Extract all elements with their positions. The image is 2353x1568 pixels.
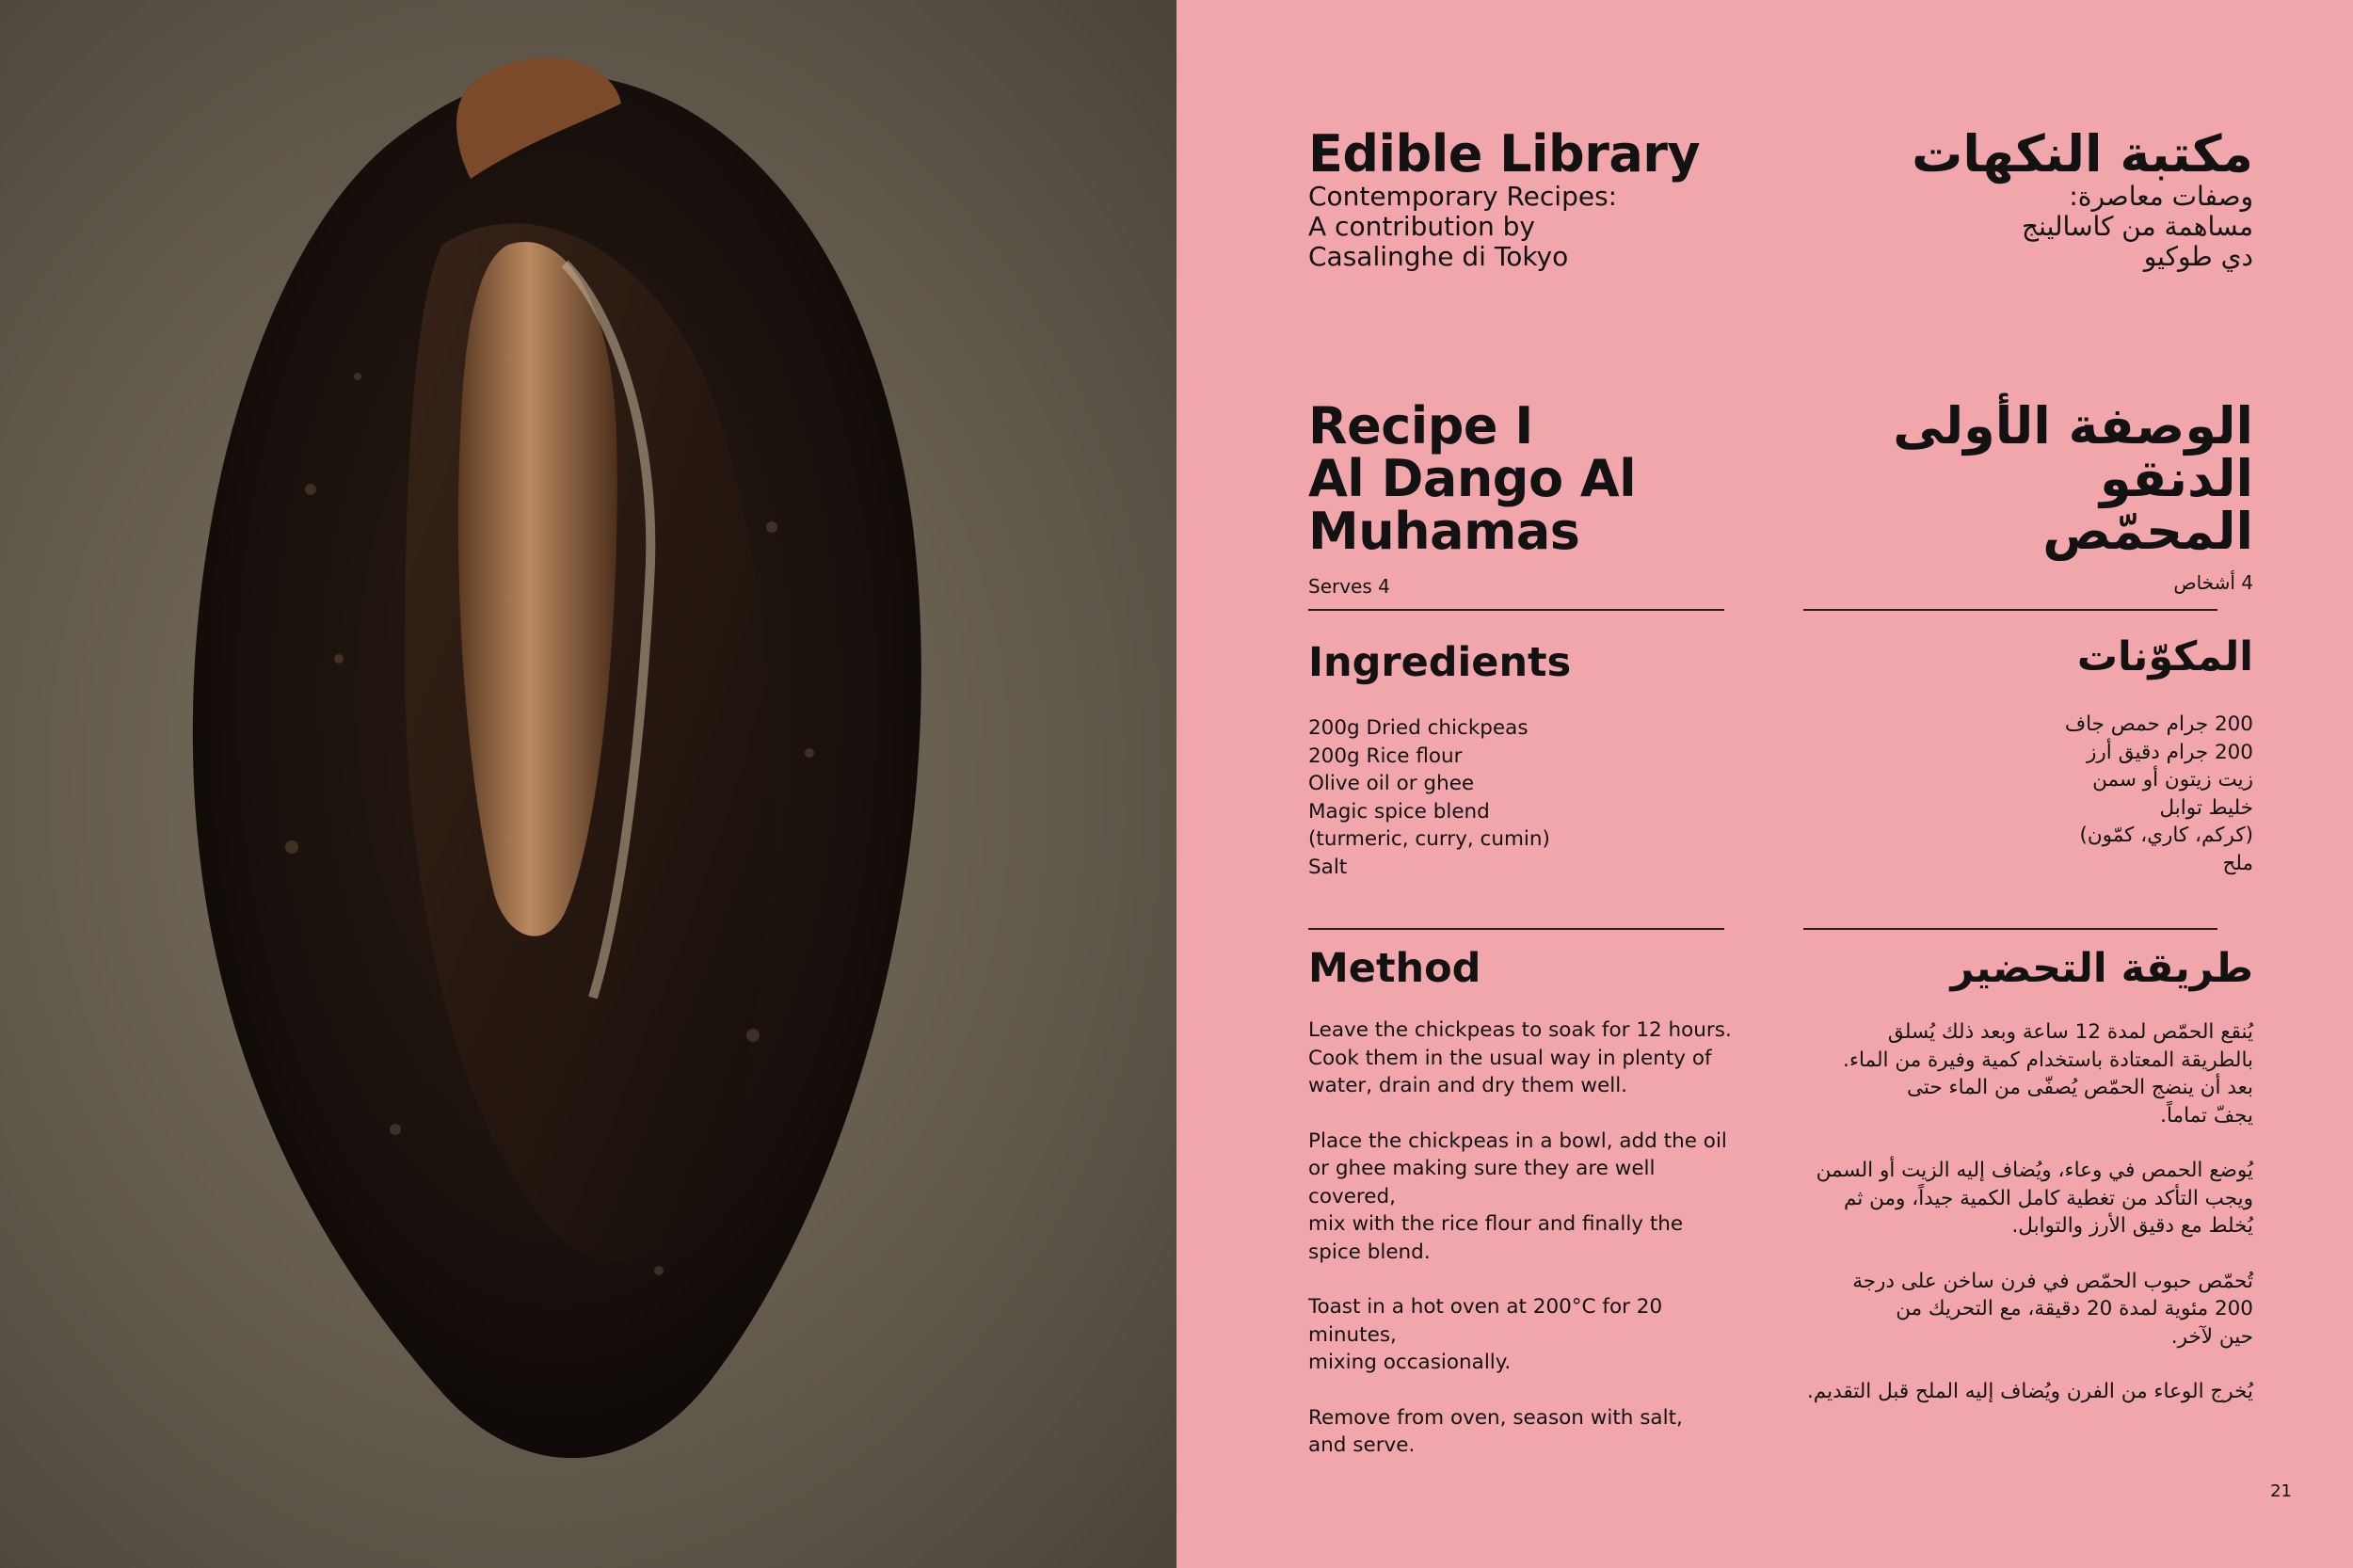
serves-ar: 4 أشخاص bbox=[2173, 571, 2253, 594]
method-heading-en: Method bbox=[1308, 945, 1481, 992]
serves-en: Serves 4 bbox=[1308, 575, 1390, 598]
page-number: 21 bbox=[2270, 1481, 2292, 1501]
ingredients-list-en: 200g Dried chickpeas 200g Rice flour Olive oil or ghee Magic spice blend (turmeric, curry, cumin) Salt bbox=[1308, 716, 1550, 879]
method-step-en-1: Leave the chickpeas to soak for 12 hours. Cook them in the usual way in plenty of water, drain and dry them well. bbox=[1308, 1018, 1732, 1097]
method-step-en-4: Remove from oven, season with salt, and serve. bbox=[1308, 1405, 1683, 1457]
date-fruit-photo bbox=[0, 0, 1176, 1568]
ingredients-heading-ar: المكوّنات bbox=[2076, 633, 2253, 680]
method-step-en-2: Place the chickpeas in a bowl, add the oil or ghee making sure they are well covered, mix with the rice flour and finally the spice blend. bbox=[1308, 1128, 1727, 1264]
method-step-ar-1: يُنقع الحمّص لمدة 12 ساعة وبعد ذلك يُسلق بالطريقة المعتادة باستخدام كمية وفيرة من الماء. بعد أن ينضج الحمّص يُصفّى من الماء حتى يجفّ تماماً. bbox=[1843, 1020, 2253, 1128]
method-step-ar-3: تُحمّص حبوب الحمّص في فرن ساخن على درجة 200 مئوية لمدة 20 دقيقة، مع التحريك من حين لآخر. bbox=[1852, 1269, 2253, 1349]
ingredients-heading-en: Ingredients bbox=[1308, 639, 1572, 686]
library-title-ar: مكتبة النكهات bbox=[1912, 124, 2253, 184]
divider-ar-1 bbox=[1803, 609, 2217, 611]
divider-en-1 bbox=[1308, 609, 1724, 611]
method-step-ar-2: يُوضع الحمص في وعاء، ويُضاف إليه الزيت أو السمن ويجب التأكد من تغطية كامل الكمية جيداً، ومن ثم يُخلط مع دقيق الأرز والتوابل. bbox=[1816, 1159, 2253, 1238]
library-subtitle-en: Contemporary Recipes: A contribution by Casalinghe di Tokyo bbox=[1308, 181, 1618, 272]
divider-ar-2 bbox=[1803, 928, 2217, 930]
recipe-title-ar: الوصفة الأولى الدنقو المحمّص bbox=[1893, 396, 2253, 561]
method-step-en-3: Toast in a hot oven at 200°C for 20 minutes, mixing occasionally. bbox=[1308, 1295, 1663, 1374]
date-fruit-illustration bbox=[0, 0, 1176, 1568]
method-step-ar-4: يُخرج الوعاء من الفرن ويُضاف إليه الملح قبل التقديم. bbox=[1806, 1380, 2253, 1403]
library-title-en: Edible Library bbox=[1308, 124, 1701, 184]
recipe-title-en: Recipe I Al Dango Al Muhamas bbox=[1308, 396, 1637, 561]
method-heading-ar: طريقة التحضير bbox=[1950, 945, 2253, 992]
library-subtitle-ar: وصفات معاصرة: مساهمة من كاسالينج دي طوكيو bbox=[2022, 181, 2253, 272]
recipe-panel bbox=[1176, 0, 2353, 1568]
ingredients-list-ar: 200 جرام حمص جاف 200 جرام دقيق أرز زيت زيتون أو سمن خليط توابل (كركم، كاري، كمّون) ملح bbox=[2064, 712, 2253, 875]
divider-en-2 bbox=[1308, 928, 1724, 930]
method-steps-en bbox=[1308, 1016, 1741, 1460]
method-steps-ar bbox=[1783, 1018, 2253, 1406]
